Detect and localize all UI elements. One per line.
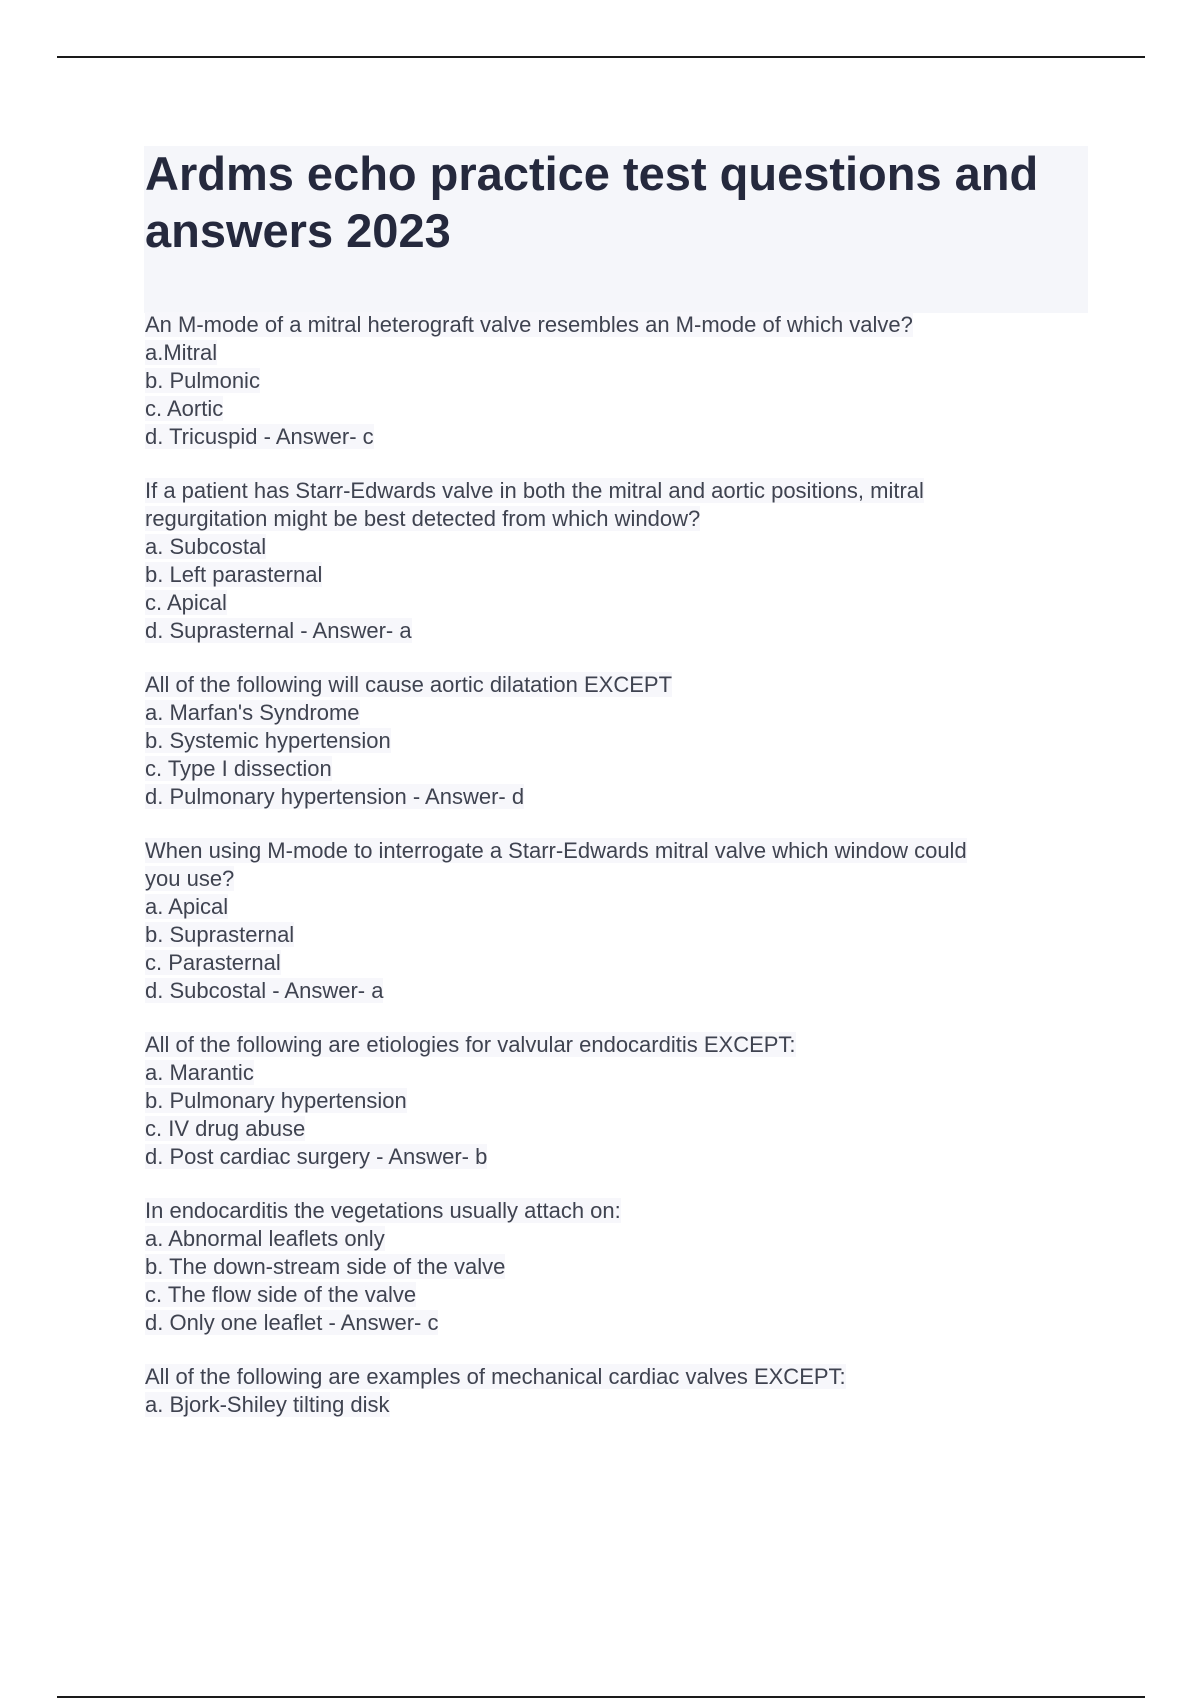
question-stem-line: In endocarditis the vegetations usually attach on: bbox=[145, 1198, 621, 1223]
question-block bbox=[145, 671, 1095, 811]
answer-option: d. Subcostal - Answer- a bbox=[145, 978, 384, 1003]
question-stem-line: All of the following are etiologies for valvular endocarditis EXCEPT: bbox=[145, 1032, 796, 1057]
answer-option: a. Apical bbox=[145, 894, 229, 919]
answer-option: c. Aortic bbox=[145, 396, 224, 421]
question-stem-line: All of the following are examples of mechanical cardiac valves EXCEPT: bbox=[145, 1364, 846, 1389]
answer-option: b. Suprasternal bbox=[145, 922, 295, 947]
question-stem-line: If a patient has Starr-Edwards valve in both the mitral and aortic positions, mitral bbox=[145, 478, 924, 503]
answer-option: a. Bjork-Shiley tilting disk bbox=[145, 1392, 390, 1417]
questions-list bbox=[145, 311, 1095, 1445]
answer-option: d. Pulmonary hypertension - Answer- d bbox=[145, 784, 525, 809]
answer-option: b. Pulmonic bbox=[145, 368, 260, 393]
answer-option: d. Post cardiac surgery - Answer- b bbox=[145, 1144, 488, 1169]
answer-option: c. Parasternal bbox=[145, 950, 281, 975]
answer-option: a. Subcostal bbox=[145, 534, 267, 559]
answer-option: c. The flow side of the valve bbox=[145, 1282, 417, 1307]
answer-option: d. Suprasternal - Answer- a bbox=[145, 618, 412, 643]
question-block bbox=[145, 1197, 1095, 1337]
question-block bbox=[145, 477, 1095, 645]
question-stem-line: All of the following will cause aortic dilatation EXCEPT bbox=[145, 672, 673, 697]
header-rule bbox=[57, 56, 1145, 58]
question-block bbox=[145, 1031, 1095, 1171]
answer-option: a.Mitral bbox=[145, 340, 218, 365]
question-block bbox=[145, 837, 1095, 1005]
answer-option: b. Pulmonary hypertension bbox=[145, 1088, 407, 1113]
question-stem-line: regurgitation might be best detected from which window? bbox=[145, 506, 701, 531]
answer-option: c. Apical bbox=[145, 590, 227, 615]
answer-option: a. Marfan's Syndrome bbox=[145, 700, 360, 725]
document-title: Ardms echo practice test questions and answers 2023 bbox=[145, 147, 1039, 257]
answer-option: c. Type I dissection bbox=[145, 756, 332, 781]
question-block bbox=[145, 311, 1095, 451]
question-block bbox=[145, 1363, 1095, 1419]
answer-option: c. IV drug abuse bbox=[145, 1116, 306, 1141]
answer-option: b. Left parasternal bbox=[145, 562, 323, 587]
footer-rule bbox=[57, 1696, 1145, 1698]
question-stem-line: you use? bbox=[145, 866, 235, 891]
answer-option: a. Marantic bbox=[145, 1060, 254, 1085]
answer-option: a. Abnormal leaflets only bbox=[145, 1226, 385, 1251]
question-stem-line: An M-mode of a mitral heterograft valve resembles an M-mode of which valve? bbox=[145, 312, 913, 337]
answer-option: d. Only one leaflet - Answer- c bbox=[145, 1310, 439, 1335]
answer-option: b. Systemic hypertension bbox=[145, 728, 391, 753]
answer-option: b. The down-stream side of the valve bbox=[145, 1254, 506, 1279]
question-stem-line: When using M-mode to interrogate a Starr-Edwards mitral valve which window could bbox=[145, 838, 967, 863]
answer-option: d. Tricuspid - Answer- c bbox=[145, 424, 374, 449]
